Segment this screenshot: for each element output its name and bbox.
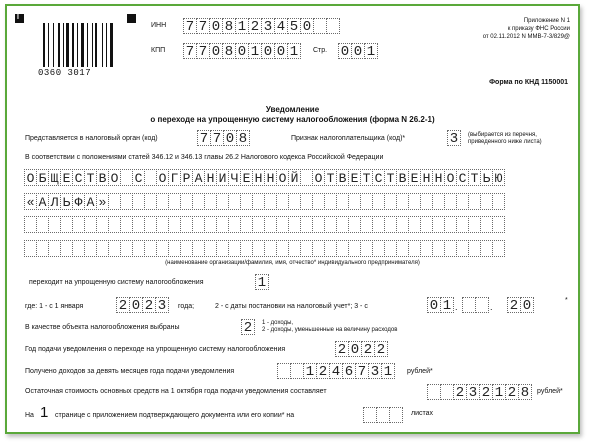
income-unit: рублей* — [407, 368, 433, 375]
input-cell[interactable]: 1 — [248, 43, 262, 59]
input-cell[interactable]: Н — [204, 169, 217, 186]
input-cell[interactable]: А — [192, 169, 205, 186]
switch-cells[interactable] — [255, 274, 268, 290]
barcode — [43, 23, 115, 67]
input-cell[interactable]: 3 — [368, 363, 382, 379]
input-cell[interactable]: О — [444, 169, 457, 186]
barcode-bar — [104, 23, 105, 67]
taxpayer-sign-label: Признак налогоплательщика (код)* — [291, 135, 406, 142]
input-cell[interactable]: 2 — [505, 384, 519, 400]
input-cell[interactable]: 8 — [222, 43, 236, 59]
barcode-bar — [50, 23, 53, 67]
input-cell[interactable]: 1 — [364, 43, 378, 59]
input-cell[interactable]: 7 — [197, 130, 211, 146]
input-cell[interactable]: 0 — [348, 341, 362, 357]
barcode-bar — [87, 23, 88, 67]
corner-marker-right — [127, 14, 136, 23]
object-note2: 2 - доходы, уменьшенные на величину расходов — [262, 327, 398, 333]
income-cells[interactable] — [277, 363, 394, 379]
input-cell[interactable]: И — [216, 169, 229, 186]
input-cell[interactable] — [427, 384, 441, 400]
input-cell[interactable]: 8 — [236, 130, 250, 146]
switch-label: переходит на упрощенную систему налогообложения — [29, 279, 204, 286]
input-cell[interactable]: 7 — [196, 18, 210, 34]
input-cell[interactable] — [440, 384, 454, 400]
residual-unit: рублей* — [537, 388, 563, 395]
input-cell[interactable]: 7 — [183, 18, 197, 34]
barcode-number: 0360 3017 — [38, 68, 92, 78]
barcode-bar — [114, 23, 115, 67]
barcode-bar — [95, 23, 97, 67]
input-cell[interactable]: Т — [468, 169, 481, 186]
input-cell[interactable]: Е — [60, 169, 73, 186]
barcode-bar — [108, 23, 109, 67]
kpp-cells[interactable] — [183, 43, 300, 59]
input-cell[interactable]: 2 — [361, 341, 375, 357]
input-cell[interactable]: 0 — [274, 43, 288, 59]
form-marker-label: I — [17, 14, 19, 21]
input-cell[interactable]: 0 — [129, 297, 143, 313]
option2-label: 2 - с даты постановки на налоговый учет*; 3 - с — [215, 303, 368, 310]
input-cell[interactable] — [277, 363, 291, 379]
input-cell[interactable]: 2 — [316, 363, 330, 379]
input-cell[interactable]: Ь — [480, 169, 493, 186]
page-label: Стр. — [313, 47, 328, 54]
input-cell[interactable] — [492, 216, 505, 233]
input-cell[interactable]: Т — [360, 169, 373, 186]
form-page — [5, 4, 580, 434]
input-cell[interactable]: 2 — [116, 297, 130, 313]
kpp-label: КПП — [151, 47, 166, 54]
inn-label: ИНН — [151, 22, 167, 29]
authority-code-cells[interactable] — [197, 130, 249, 146]
object-cells[interactable] — [241, 319, 254, 335]
pages-prefix: На — [25, 412, 34, 419]
knd-form: Форма по КНД 1150001 — [489, 79, 568, 86]
input-cell[interactable]: 3 — [466, 384, 480, 400]
inn-cells[interactable] — [183, 18, 339, 34]
date-year-cells[interactable] — [507, 297, 533, 313]
input-cell[interactable]: 0 — [235, 43, 249, 59]
input-cell[interactable]: 0 — [520, 297, 534, 313]
input-cell[interactable] — [492, 193, 505, 210]
income-label: Получено доходов за девять месяцев года подачи уведомления — [25, 368, 235, 375]
taxpayer-sign-note1: (выбирается из перечня, — [468, 132, 537, 138]
org-name-row2[interactable] — [24, 193, 504, 210]
input-cell[interactable]: Т — [324, 169, 337, 186]
appendix-line3: от 02.11.2012 N ММВ-7-3/829@ — [482, 34, 570, 40]
barcode-bar — [81, 23, 84, 67]
input-cell[interactable]: С — [372, 169, 385, 186]
barcode-bar — [48, 23, 49, 67]
input-cell[interactable]: Л — [48, 193, 61, 210]
org-note: (наименование организации/фамилия, имя, отчество* индивидуального предпринимателя) — [165, 260, 420, 266]
barcode-bar — [46, 23, 47, 67]
object-label: В качестве объекта налогообложения выбраны — [25, 324, 180, 331]
input-cell[interactable]: 7 — [355, 363, 369, 379]
pages-cells[interactable] — [363, 407, 402, 423]
pages-mid: странице с приложением подтверждающего документа или его копии* на — [55, 412, 295, 419]
input-cell[interactable]: Н — [252, 169, 265, 186]
input-cell[interactable]: Г — [168, 169, 181, 186]
input-cell[interactable] — [376, 407, 390, 423]
input-cell[interactable]: 1 — [381, 363, 395, 379]
input-cell[interactable]: А — [84, 193, 97, 210]
input-cell[interactable]: О — [156, 169, 169, 186]
year-suffix: года; — [178, 303, 195, 310]
input-cell[interactable]: Ф — [72, 193, 85, 210]
input-cell[interactable]: Р — [180, 169, 193, 186]
input-cell[interactable]: Е — [348, 169, 361, 186]
barcode-bar — [79, 23, 81, 67]
input-cell[interactable] — [492, 240, 505, 257]
date-day-cells[interactable] — [427, 297, 453, 313]
input-cell[interactable]: 0 — [223, 130, 237, 146]
input-cell[interactable]: Н — [264, 169, 277, 186]
input-cell[interactable]: О — [276, 169, 289, 186]
input-cell[interactable]: 4 — [329, 363, 343, 379]
input-cell[interactable]: 1 — [303, 363, 317, 379]
input-cell[interactable]: 2 — [241, 319, 255, 335]
input-cell[interactable]: О — [24, 169, 37, 186]
barcode-bar — [106, 23, 108, 67]
input-cell[interactable] — [462, 297, 476, 313]
input-cell[interactable]: 1 — [492, 384, 506, 400]
input-cell[interactable]: 0 — [338, 43, 352, 59]
input-cell[interactable] — [313, 18, 327, 34]
input-cell[interactable]: А — [36, 193, 49, 210]
barcode-bar — [61, 23, 62, 67]
barcode-bar — [94, 23, 95, 67]
input-cell[interactable]: 1 — [255, 274, 269, 290]
input-cell[interactable]: 7 — [196, 43, 210, 59]
input-cell[interactable]: 2 — [507, 297, 521, 313]
input-cell[interactable]: 1 — [287, 43, 301, 59]
barcode-bar — [110, 23, 113, 67]
input-cell[interactable]: 2 — [335, 341, 349, 357]
input-cell[interactable]: О — [312, 169, 325, 186]
input-cell[interactable]: В — [396, 169, 409, 186]
org-name-row4[interactable] — [24, 240, 504, 257]
input-cell[interactable]: 2 — [248, 18, 262, 34]
barcode-bar — [55, 23, 57, 67]
where-label: где: 1 - с 1 января — [25, 303, 84, 310]
barcode-bar — [102, 23, 103, 67]
input-cell[interactable]: Ю — [492, 169, 505, 186]
object-note1: 1 - доходы, — [262, 320, 294, 326]
input-cell[interactable]: 0 — [209, 18, 223, 34]
input-cell[interactable] — [290, 363, 304, 379]
barcode-bar — [89, 23, 91, 67]
barcode-bar — [43, 23, 45, 67]
input-cell[interactable]: 2 — [374, 341, 388, 357]
input-cell[interactable]: 7 — [183, 43, 197, 59]
barcode-bar — [75, 23, 76, 67]
barcode-bar — [58, 23, 60, 67]
input-cell[interactable]: 6 — [342, 363, 356, 379]
authority-label: Представляется в налоговый орган (код) — [25, 135, 158, 142]
input-cell[interactable]: С — [72, 169, 85, 186]
input-cell[interactable]: 2 — [453, 384, 467, 400]
input-cell[interactable] — [389, 407, 403, 423]
date-separator: . — [455, 302, 458, 312]
input-cell[interactable]: 3 — [261, 18, 275, 34]
accordance-text: В соответствии с положениями статей 346.12 и 346.13 главы 26.2 Налогового кодекса Российской Федерации — [25, 154, 384, 161]
barcode-bar — [77, 23, 78, 67]
barcode-bar — [70, 23, 71, 67]
barcode-bar — [65, 23, 66, 67]
barcode-bar — [66, 23, 69, 67]
input-cell[interactable]: Ч — [228, 169, 241, 186]
input-cell[interactable]: Т — [384, 169, 397, 186]
input-cell[interactable]: 3 — [155, 297, 169, 313]
appendix-line1: Приложение N 1 — [523, 18, 570, 24]
input-cell[interactable]: 8 — [518, 384, 532, 400]
pages-suffix: листах — [411, 410, 434, 417]
taxpayer-sign-cells[interactable] — [447, 130, 460, 146]
input-cell[interactable]: 2 — [142, 297, 156, 313]
input-cell[interactable]: 0 — [209, 43, 223, 59]
input-cell[interactable]: Н — [432, 169, 445, 186]
input-cell[interactable]: 2 — [479, 384, 493, 400]
title-line1: Уведомление — [265, 105, 320, 114]
input-cell[interactable]: « — [24, 193, 37, 210]
barcode-bar — [53, 23, 54, 67]
barcode-bar — [85, 23, 86, 67]
input-cell[interactable]: 5 — [287, 18, 301, 34]
pages-number: 1 — [40, 404, 49, 421]
input-cell[interactable]: Щ — [48, 169, 61, 186]
start-year-cells[interactable] — [116, 297, 168, 313]
residual-cells[interactable] — [427, 384, 531, 400]
input-cell[interactable]: 1 — [235, 18, 249, 34]
input-cell[interactable] — [363, 407, 377, 423]
input-cell[interactable]: В — [96, 169, 109, 186]
input-cell[interactable]: С — [456, 169, 469, 186]
barcode-bar — [63, 23, 64, 67]
submit-year-cells[interactable] — [335, 341, 387, 357]
input-cell[interactable]: Ь — [60, 193, 73, 210]
date-month-cells[interactable] — [462, 297, 488, 313]
input-cell[interactable]: Б — [36, 169, 49, 186]
input-cell[interactable]: В — [336, 169, 349, 186]
input-cell[interactable]: 0 — [261, 43, 275, 59]
title-line2: о переходе на упрощенную систему налогообложения (форма N 26.2-1) — [150, 115, 435, 124]
barcode-bar — [72, 23, 74, 67]
input-cell[interactable] — [326, 18, 340, 34]
input-cell[interactable]: 8 — [222, 18, 236, 34]
input-cell[interactable]: С — [132, 169, 145, 186]
appendix-line2: к приказу ФНС России — [507, 26, 570, 32]
input-cell[interactable]: Т — [84, 169, 97, 186]
input-cell[interactable]: О — [108, 169, 121, 186]
date-separator-2: . — [490, 302, 493, 312]
input-cell[interactable]: 7 — [210, 130, 224, 146]
date-star: * — [565, 297, 568, 304]
input-cell[interactable]: 0 — [427, 297, 441, 313]
barcode-bar — [92, 23, 93, 67]
residual-label: Остаточная стоимость основных средств на 1 октября года подачи уведомления составляет — [25, 388, 327, 395]
taxpayer-sign-note2: приведенного ниже листа) — [468, 139, 542, 145]
input-cell[interactable]: » — [96, 193, 109, 210]
input-cell[interactable]: Й — [288, 169, 301, 186]
input-cell[interactable]: 4 — [274, 18, 288, 34]
org-name-row3[interactable] — [24, 216, 504, 233]
barcode-bar — [98, 23, 101, 67]
input-cell[interactable]: 3 — [447, 130, 461, 146]
input-cell[interactable]: 0 — [300, 18, 314, 34]
page-cells[interactable] — [338, 43, 377, 59]
input-cell[interactable]: 0 — [351, 43, 365, 59]
org-name-row1[interactable] — [24, 169, 504, 186]
input-cell[interactable]: 1 — [440, 297, 454, 313]
input-cell[interactable] — [475, 297, 489, 313]
submit-year-label: Год подачи уведомления о переходе на упрощенную систему налогообложения — [25, 346, 286, 353]
input-cell[interactable]: Н — [420, 169, 433, 186]
input-cell[interactable]: Е — [240, 169, 253, 186]
input-cell[interactable]: Е — [408, 169, 421, 186]
